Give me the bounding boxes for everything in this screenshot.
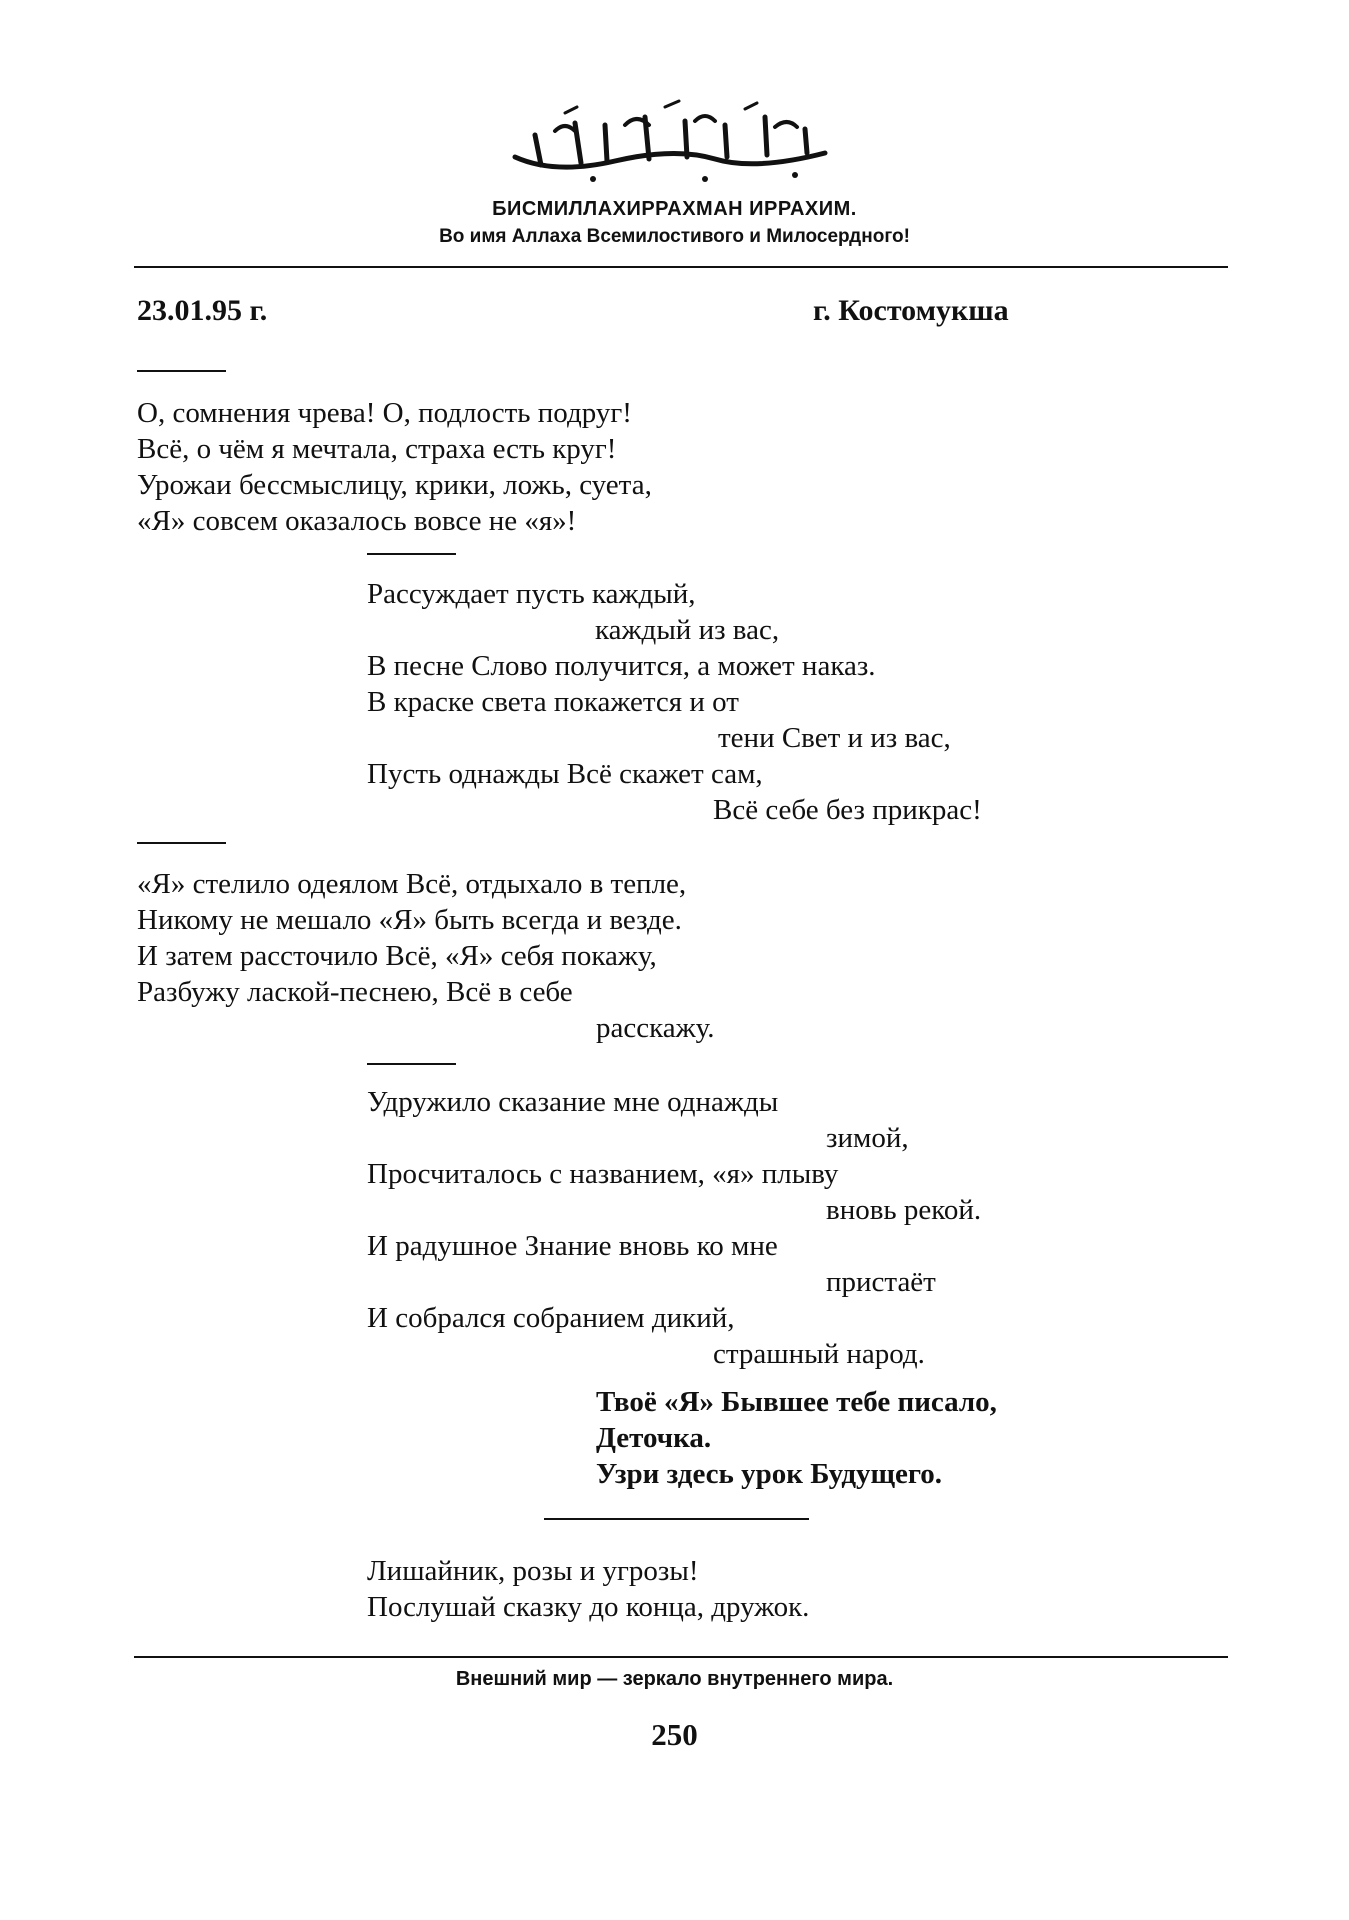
poem-line: Всё, о чём я мечтала, страха есть круг! — [137, 433, 617, 465]
poem-line: Всё себе без прикрас! — [713, 794, 982, 826]
poem-line: В краске света покажется и от — [367, 686, 739, 718]
poem-line: Пусть однажды Всё скажет сам, — [367, 758, 763, 790]
stanza-separator — [367, 1063, 456, 1065]
poem-date: 23.01.95 г. — [137, 294, 268, 327]
footer-rule — [134, 1656, 1228, 1658]
poem-line: И собрался собранием дикий, — [367, 1302, 735, 1334]
basmala-calligraphy-image — [495, 95, 855, 185]
poem-line: Никому не мешало «Я» быть всегда и везде. — [137, 904, 682, 936]
poem-line: пристаёт — [826, 1266, 936, 1298]
header-rule — [134, 266, 1228, 268]
stanza-separator — [137, 842, 226, 844]
poem-line: тени Свет и из вас, — [718, 722, 951, 754]
stanza-separator — [367, 553, 456, 555]
footer-motto: Внешний мир — зеркало внутреннего мира. — [455, 1668, 894, 1690]
stanza-separator — [137, 370, 226, 372]
page-number: 250 — [651, 1717, 698, 1752]
poem-line: Послушай сказку до конца, дружок. — [367, 1591, 810, 1623]
poem-line: Разбужу лаской-песнею, Всё в себе — [137, 976, 573, 1008]
poem-line: каждый из вас, — [595, 614, 780, 646]
poem-line: Урожаи бессмыслицу, крики, ложь, суета, — [137, 469, 652, 501]
poem-line: И затем рассточило Всё, «Я» себя покажу, — [137, 940, 657, 972]
poem-line: Рассуждает пусть каждый, — [367, 578, 696, 610]
poem-line: «Я» совсем оказалось вовсе не «я»! — [137, 505, 577, 537]
poem-line: расскажу. — [596, 1012, 715, 1044]
poem-line: «Я» стелило одеялом Всё, отдыхало в тепле, — [137, 868, 687, 900]
signature-line: Узри здесь урок Будущего. — [596, 1458, 943, 1490]
basmala-translation: Во имя Аллаха Всемилостивого и Милосердного! — [439, 226, 910, 247]
basmala-transliteration: БИСМИЛЛАХИРРАХМАН ИРРАХИМ. — [492, 198, 857, 220]
section-separator — [544, 1518, 809, 1520]
poem-line: страшный народ. — [713, 1338, 925, 1370]
poem-line: Удружило сказание мне однажды — [367, 1086, 779, 1118]
signature-line: Деточка. — [596, 1422, 712, 1454]
poem-city: г. Костомукша — [813, 294, 1009, 327]
poem-line: И радушное Знание вновь ко мне — [367, 1230, 778, 1262]
poem-line: В песне Слово получится, а может наказ. — [367, 650, 876, 682]
poem-line: Просчиталось с названием, «я» плыву — [367, 1158, 839, 1190]
basmala-calligraphy — [0, 95, 1349, 190]
signature-line: Твоё «Я» Бывшее тебе писало, — [596, 1386, 997, 1418]
poem-line: Лишайник, розы и угрозы! — [367, 1555, 699, 1587]
poem-line: вновь рекой. — [826, 1194, 982, 1226]
poem-line: зимой, — [826, 1122, 909, 1154]
poem-line: О, сомнения чрева! О, подлость подруг! — [137, 397, 632, 429]
